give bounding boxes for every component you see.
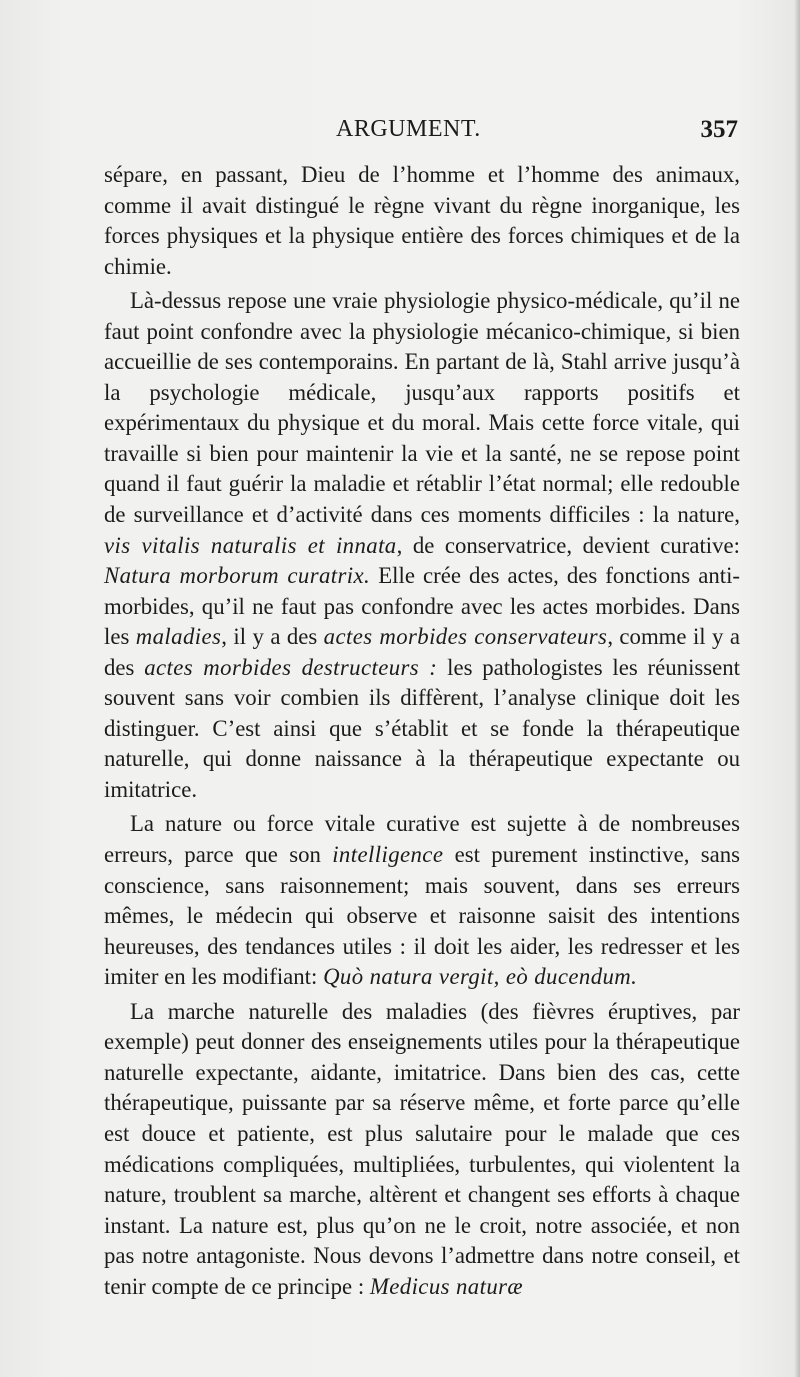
page-number: 357 <box>700 116 738 143</box>
text-run: La nature ou force vitale curative est sujette à de nombreuses erreurs, parce que son <box>104 811 740 868</box>
text-run: est purement instinctive, sans conscience, sans raisonnement; mais souvent, dans ses erreurs mêmes, le médecin qui observe et raisonne saisit des intentions heureuses, des tendances utiles : il doit les aider, les redresser et les imiter en les modifiant: <box>104 842 740 990</box>
italic-text-run: actes morbides destructeurs : <box>144 654 438 680</box>
page-header <box>104 116 740 156</box>
text-run: sépare, en passant, Dieu de l’homme et l’homme des animaux, comme il avait distingué le règne vivant du règne inorganique, les forces physiques et la physique entière des forces chimiques et de la chimie. <box>104 162 740 279</box>
italic-text-run: vis vitalis naturalis et innata <box>104 532 397 558</box>
paragraph-3 <box>104 809 740 992</box>
text-run: les pathologistes les réunissent souvent sans voir combien ils diffèrent, l’analyse clinique doit les distinguer. C’est ainsi que s’établit et se fonde la thérapeutique naturelle, qui donne naissance à la thérapeutique expectante ou imitatrice. <box>104 654 740 802</box>
paragraph-4 <box>104 997 740 1302</box>
italic-text-run: actes morbides conservateurs <box>323 624 608 650</box>
italic-text-run: Medicus naturæ <box>369 1273 523 1299</box>
text-run: , comme il y a des <box>104 624 740 680</box>
text-run: , il y a des <box>221 624 324 650</box>
text-run: Elle crée des actes, des fonctions anti-morbides, qu’il ne faut pas confondre avec les actes morbides. Dans les <box>104 563 740 650</box>
page-edge-shadow <box>794 0 800 1377</box>
text-run: , de conservatrice, devient curative: <box>396 532 740 558</box>
running-title: ARGUMENT. <box>336 116 481 142</box>
paragraph-2 <box>104 286 740 805</box>
text-run: La marche naturelle des maladies (des fièvres éruptives, par exemple) peut donner des enseignements utiles pour la thérapeutique naturelle expectante, aidante, imitatrice. Dans bien des cas, cette thérapeutique, puissante par sa réserve même, et forte parce qu’elle est douce et patiente, est plus salutaire pour le malade que ces médications compliquées, multipliées, turbulentes, qui violentent la nature, troublent sa marche, altèrent et changent ses efforts à chaque instant. La nature est, plus qu’on ne le croit, notre associée, et non pas notre antagoniste. Nous devons l’admettre dans notre conseil, et tenir compte de ce principe : <box>104 998 740 1299</box>
text-run: Là-dessus repose une vraie physiologie physico-médicale, qu’il ne faut point confondre avec la physiologie mécanico-chimique, si bien accueillie de ses contemporains. En partant de là, Stahl arrive jusqu’à la psychologie médicale, jusqu’aux rapports positifs et expérimentaux du physique et du moral. Mais cette force vitale, qui travaille si bien pour maintenir la vie et la santé, ne se repose point quand il faut guérir la maladie et rétablir l’état normal; elle redouble de surveillance et d’activité dans ces moments difficiles : la nature, <box>104 288 740 528</box>
paragraph-1 <box>104 160 740 282</box>
italic-text-run: Quò natura vergit, eò ducendum. <box>323 964 638 990</box>
italic-text-run: intelligence <box>332 842 444 868</box>
body-text <box>104 160 740 1306</box>
italic-text-run: Natura morborum curatrix. <box>104 563 371 589</box>
italic-text-run: maladies <box>135 624 222 650</box>
